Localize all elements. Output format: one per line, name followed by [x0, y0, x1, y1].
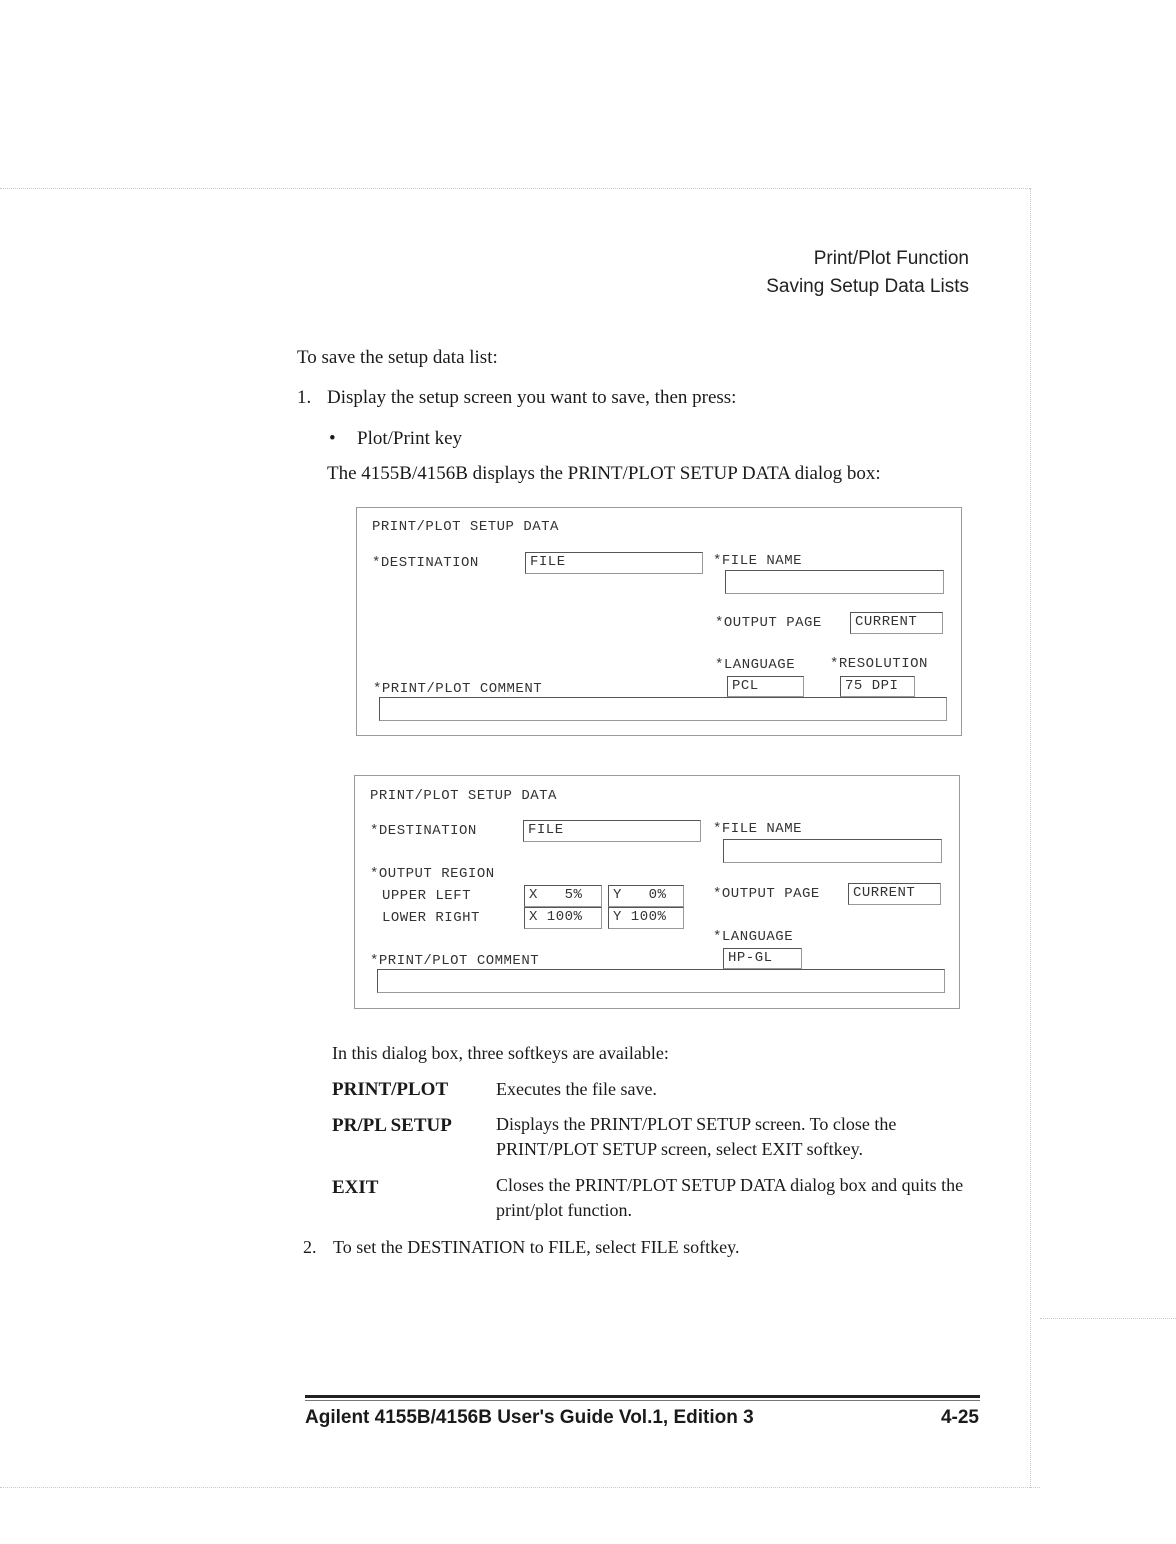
section-title: Saving Setup Data Lists — [766, 276, 969, 297]
comment-label: *PRINT/PLOT COMMENT — [370, 953, 540, 969]
step2-number: 2. — [303, 1237, 317, 1257]
scan-edge-top — [0, 188, 1030, 189]
dialog-title: PRINT/PLOT SETUP DATA — [372, 519, 559, 535]
file-name-label: *FILE NAME — [713, 821, 803, 837]
file-name-field[interactable] — [725, 570, 944, 594]
output-region-label: *OUTPUT REGION — [370, 866, 495, 882]
upper-left-label: UPPER LEFT — [382, 888, 472, 904]
language-label: *LANGUAGE — [713, 929, 794, 945]
resolution-field[interactable]: 75 DPI — [840, 676, 915, 697]
language-label: *LANGUAGE — [715, 657, 796, 673]
step1-number: 1. — [297, 387, 312, 408]
language-field[interactable]: PCL — [727, 676, 804, 697]
softkey-print-plot-desc: Executes the file save. — [496, 1079, 657, 1099]
step2-text: To set the DESTINATION to FILE, select FILE softkey. — [333, 1237, 740, 1257]
language-field[interactable]: HP-GL — [723, 948, 802, 969]
dialog-title: PRINT/PLOT SETUP DATA — [370, 788, 557, 804]
scan-edge-bottom — [0, 1487, 1040, 1488]
file-name-label: *FILE NAME — [713, 553, 803, 569]
softkey-exit: EXIT — [332, 1177, 379, 1198]
output-page-field[interactable]: CURRENT — [850, 612, 943, 634]
dialog-print-plot-setup-data-1 — [356, 507, 962, 736]
comment-field[interactable] — [377, 969, 945, 993]
dialog-print-plot-setup-data-2 — [354, 775, 960, 1009]
softkey-pr-pl-setup-desc: Displays the PRINT/PLOT SETUP screen. To close the PRINT/PLOT SETUP screen, select EXIT softkey. — [496, 1114, 897, 1159]
destination-label: *DESTINATION — [372, 555, 479, 571]
softkey-pr-pl-setup: PR/PL SETUP — [332, 1115, 452, 1136]
step1-bullet: Plot/Print key — [357, 428, 463, 449]
step1-text: Display the setup screen you want to save, then press: — [327, 387, 737, 408]
file-name-field[interactable] — [723, 839, 942, 863]
upper-left-y-field[interactable]: Y 0% — [608, 885, 684, 907]
bullet-dot-icon: • — [329, 428, 336, 449]
destination-field[interactable]: FILE — [523, 820, 701, 842]
output-page-field[interactable]: CURRENT — [848, 883, 941, 905]
lower-right-label: LOWER RIGHT — [382, 910, 480, 926]
chapter-title: Print/Plot Function — [813, 248, 969, 269]
page-number: 4-25 — [940, 1407, 979, 1428]
destination-field[interactable]: FILE — [525, 552, 703, 574]
softkey-print-plot: PRINT/PLOT — [332, 1079, 449, 1100]
softkey-exit-desc: Closes the PRINT/PLOT SETUP DATA dialog box and quits the print/plot function. — [496, 1175, 964, 1220]
footer-title: Agilent 4155B/4156B User's Guide Vol.1, Edition 3 — [305, 1407, 754, 1428]
output-page-label: *OUTPUT PAGE — [715, 615, 822, 631]
resolution-label: *RESOLUTION — [830, 656, 928, 672]
step1-result: The 4155B/4156B displays the PRINT/PLOT SETUP DATA dialog box: — [327, 463, 881, 484]
destination-label: *DESTINATION — [370, 823, 477, 839]
scan-edge-right-tab — [1040, 1318, 1176, 1319]
comment-label: *PRINT/PLOT COMMENT — [373, 681, 543, 697]
footer-rule — [305, 1395, 980, 1398]
lower-right-y-field[interactable]: Y 100% — [608, 907, 684, 929]
comment-field[interactable] — [379, 697, 947, 721]
output-page-label: *OUTPUT PAGE — [713, 886, 820, 902]
footer-rule-thin — [305, 1400, 980, 1401]
upper-left-x-field[interactable]: X 5% — [524, 885, 602, 907]
softkeys-intro: In this dialog box, three softkeys are available: — [332, 1043, 669, 1063]
scan-edge-right — [1030, 188, 1031, 1488]
lower-right-x-field[interactable]: X 100% — [524, 907, 602, 929]
intro-text: To save the setup data list: — [297, 347, 498, 368]
